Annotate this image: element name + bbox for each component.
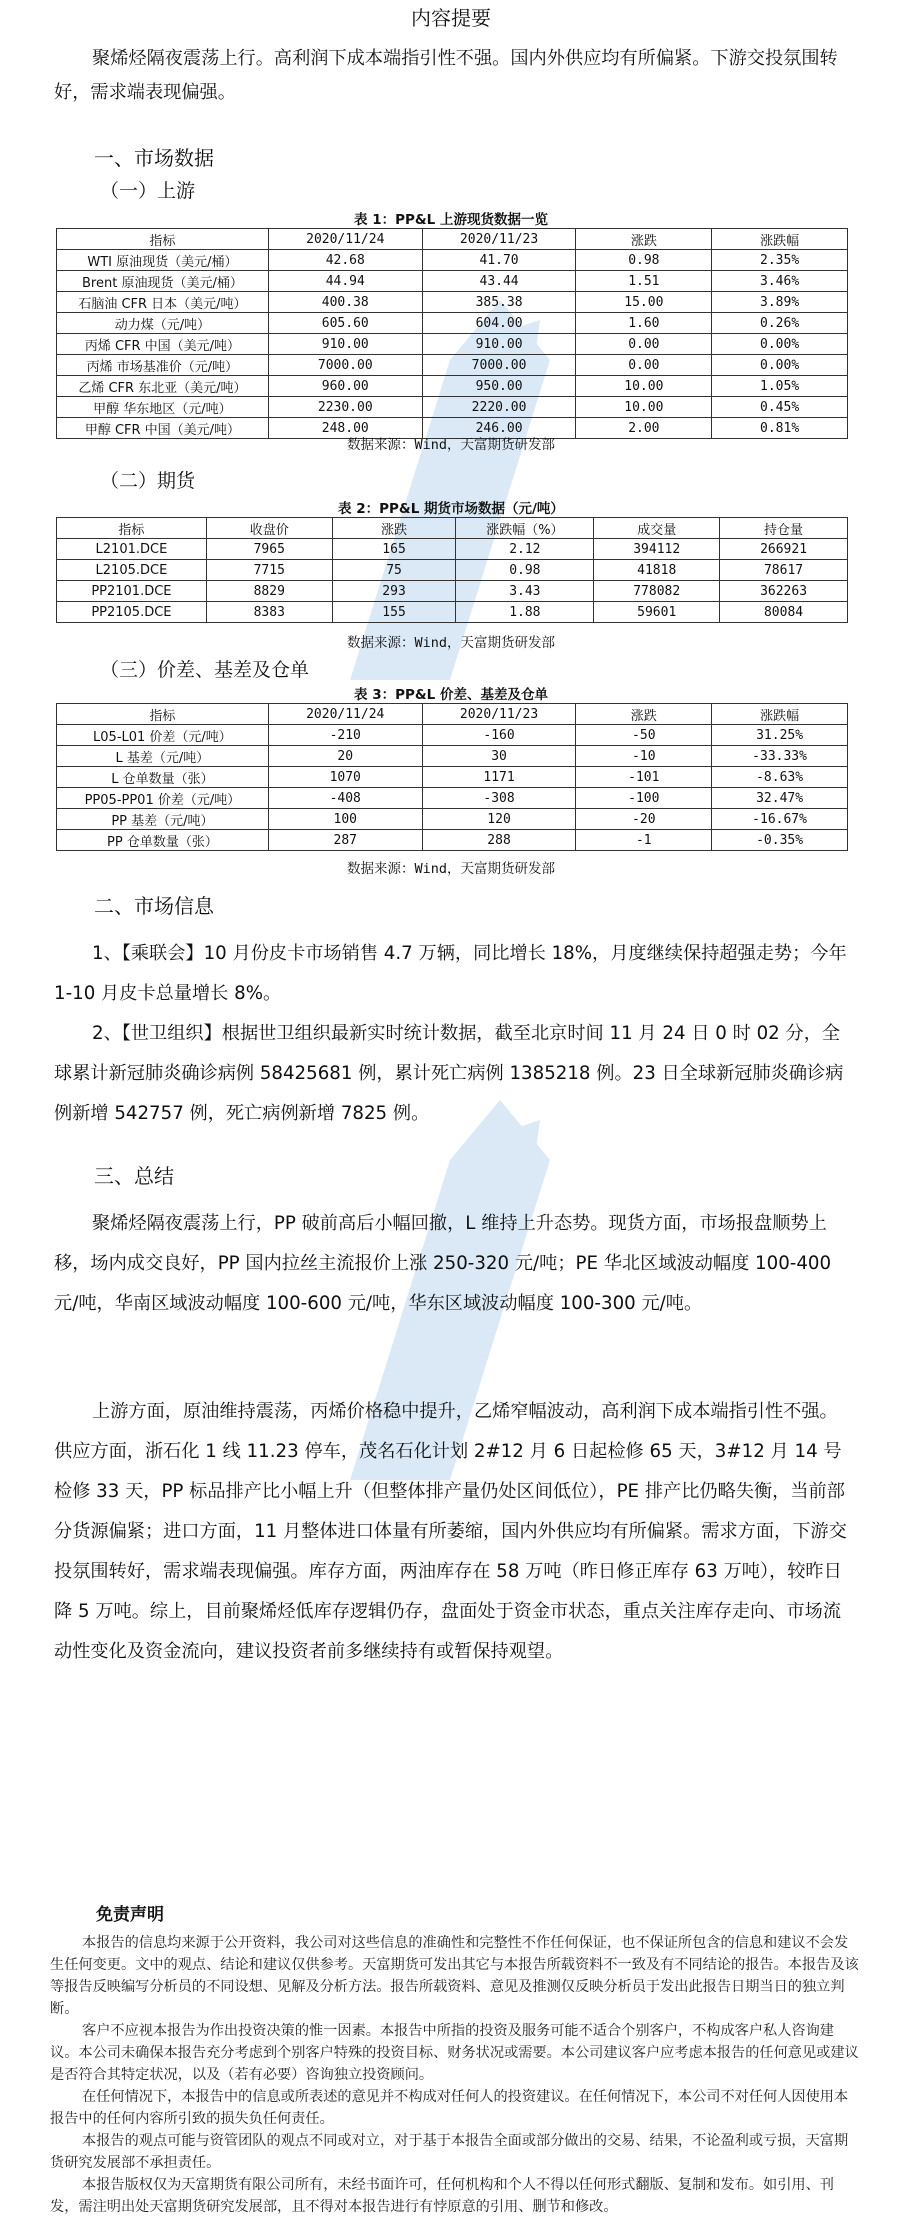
table-cell: 1171 (422, 767, 576, 788)
table-header: 成交量 (594, 518, 720, 539)
table-header: 2020/11/24 (268, 229, 422, 250)
disclaimer-body (50, 1932, 860, 2218)
table-cell: 910.00 (268, 334, 422, 355)
table-header: 指标 (57, 518, 207, 539)
table-cell: 41.70 (422, 250, 576, 271)
summary-paragraph-2: 上游方面，原油维持震荡，丙烯价格稳中提升，乙烯窄幅波动，高利润下成本端指引性不强。供应方面，浙石化 1 线 11.23 停车，茂名石化计划 2#12 月 6 日起检修 65 天，3#12 月 14 号检修 33 天，PP 标品排产比小幅上升（但整体排产量仍处区间低位），PE 排产比仍略失衡，当前部分货源偏紧；进口方面，11 月整体进口体量有所萎缩，国内外供应均有所偏紧。需求方面，下游交投氛围转好，需求端表现偏强。库存方面，两油库存在 58 万吨（昨日修正库存 63 万吨），较昨日降 5 万吨。综上，目前聚烯烃低库存逻辑仍存，盘面处于资金市状态，重点关注库存走向、市场流动性变化及资金流向，建议投资者前多继续持有或暂保持观望。 (54, 1401, 847, 1662)
table-header: 涨跌 (576, 229, 712, 250)
upstream-spot-table (56, 228, 848, 439)
table-cell: -210 (268, 725, 422, 746)
table-row (57, 809, 848, 830)
table-cell: 0.00% (712, 355, 848, 376)
table-header: 涨跌幅（%） (456, 518, 594, 539)
table-cell: L2101.DCE (57, 539, 207, 560)
table-cell: 1070 (268, 767, 422, 788)
table-cell: 394112 (594, 539, 720, 560)
table-cell: 2.00 (576, 418, 712, 439)
table-cell: 2220.00 (422, 397, 576, 418)
table-cell: 0.00% (712, 334, 848, 355)
table-row (57, 560, 848, 581)
table-cell: 42.68 (268, 250, 422, 271)
table-cell: 43.44 (422, 271, 576, 292)
table-header: 收盘价 (206, 518, 332, 539)
table-cell: 7000.00 (268, 355, 422, 376)
disclaimer-paragraph: 客户不应视本报告为作出投资决策的惟一因素。本报告中所指的投资及服务可能不适合个别客户，不构成客户私人咨询建议。本公司未确保本报告充分考虑到个别客户特殊的投资目标、财务状况或需要。本公司建议客户应考虑本报告的任何意见或建议是否符合其特定状况，以及（若有必要）咨询独立投资顾问。 (50, 2023, 859, 2083)
disclaimer-paragraph: 本报告的信息均来源于公开资料，我公司对这些信息的准确性和完整性不作任何保证，也不保证所包含的信息和建议不会发生任何变更。文中的观点、结论和建议仅供参考。天富期货可发出其它与本报告所载资料不一致及有不同结论的报告。本报告及该等报告反映编写分析员的不同设想、见解及分析方法。报告所载资料、意见及推测仅反映分析员于发出此报告日期当日的独立判断。 (50, 1935, 859, 2017)
table-cell: -308 (422, 788, 576, 809)
table1-source: 数据来源：Wind，天富期货研发部 (346, 437, 555, 453)
table-cell: L 仓单数量（张） (57, 767, 269, 788)
table-cell: 44.94 (268, 271, 422, 292)
table-cell: 20 (268, 746, 422, 767)
disclaimer-title: 免责声明 (96, 1905, 164, 1925)
table-cell: 1.88 (456, 602, 594, 623)
table-cell: 910.00 (422, 334, 576, 355)
table-cell: PP 基差（元/吨） (57, 809, 269, 830)
table-cell: 1.05% (712, 376, 848, 397)
spread-table (56, 703, 848, 851)
spread-heading: （三）价差、基差及仓单 (100, 659, 310, 681)
table-cell: 246.00 (422, 418, 576, 439)
table-cell: 2.35% (712, 250, 848, 271)
table-cell: WTI 原油现货（美元/桶） (57, 250, 269, 271)
table-row (57, 788, 848, 809)
table-cell: 0.81% (712, 418, 848, 439)
table-row (57, 292, 848, 313)
table-cell: L05-L01 价差（元/吨） (57, 725, 269, 746)
table-row (57, 271, 848, 292)
summary-paragraph: 聚烯烃隔夜震荡上行。高利润下成本端指引性不强。国内外供应均有所偏紧。下游交投氛围转好，需求端表现偏强。 (54, 48, 838, 103)
table-cell: 605.60 (268, 313, 422, 334)
table3-source: 数据来源：Wind，天富期货研发部 (346, 861, 555, 877)
table-cell: 7965 (206, 539, 332, 560)
table-cell: 604.00 (422, 313, 576, 334)
table-cell: 3.46% (712, 271, 848, 292)
table-cell: 30 (422, 746, 576, 767)
table-cell: 80084 (720, 602, 848, 623)
table-cell: 248.00 (268, 418, 422, 439)
table-cell: 甲醇 华东地区（元/吨） (57, 397, 269, 418)
table-cell: 甲醇 CFR 中国（美元/吨） (57, 418, 269, 439)
table-row (57, 581, 848, 602)
table-cell: 10.00 (576, 397, 712, 418)
table-cell: -10 (576, 746, 712, 767)
disclaimer-paragraph: 在任何情况下，本报告中的信息或所表述的意见并不构成对任何人的投资建议。在任何情况下，本公司不对任何人因使用本报告中的任何内容所引致的损失负任何责任。 (50, 2089, 849, 2127)
table-row (57, 767, 848, 788)
table-cell: -408 (268, 788, 422, 809)
table-cell: L2105.DCE (57, 560, 207, 581)
table-cell: 3.43 (456, 581, 594, 602)
table-cell: 动力煤（元/吨） (57, 313, 269, 334)
table-cell: -160 (422, 725, 576, 746)
table-row (57, 725, 848, 746)
disclaimer-paragraph: 本报告版权仅为天富期货有限公司所有，未经书面许可，任何机构和个人不得以任何形式翻版、复制和发布。如引用、刊发，需注明出处天富期货研究发展部，且不得对本报告进行有悖原意的引用、删节和修改。 (50, 2177, 834, 2215)
table-row (57, 334, 848, 355)
table-header: 持仓量 (720, 518, 848, 539)
table3-caption: 表 3：PP&L 价差、基差及仓单 (354, 687, 548, 703)
table1-caption: 表 1：PP&L 上游现货数据一览 (354, 212, 548, 228)
table-cell: 100 (268, 809, 422, 830)
table-cell: 41818 (594, 560, 720, 581)
futures-table (56, 517, 848, 623)
upstream-heading: （一）上游 (100, 180, 196, 202)
table-row (57, 250, 848, 271)
table-header-row (57, 229, 848, 250)
table-cell: 266921 (720, 539, 848, 560)
table-cell: PP05-PP01 价差（元/吨） (57, 788, 269, 809)
table-cell: -8.63% (712, 767, 848, 788)
table-cell: 75 (332, 560, 456, 581)
table-cell: -1 (576, 830, 712, 851)
section-market-info-heading: 二、市场信息 (94, 894, 214, 918)
table2-source: 数据来源：Wind，天富期货研发部 (346, 635, 555, 651)
table-cell: -50 (576, 725, 712, 746)
page-title: 内容提要 (411, 6, 491, 30)
table-cell: 0.98 (576, 250, 712, 271)
table-row (57, 539, 848, 560)
table-header: 涨跌 (332, 518, 456, 539)
table-cell: Brent 原油现货（美元/桶） (57, 271, 269, 292)
table-cell: 2230.00 (268, 397, 422, 418)
table-cell: 0.98 (456, 560, 594, 581)
table-cell: 1.60 (576, 313, 712, 334)
table-header: 2020/11/23 (422, 229, 576, 250)
table-cell: PP2105.DCE (57, 602, 207, 623)
table-cell: 乙烯 CFR 东北亚（美元/吨） (57, 376, 269, 397)
table-cell: 165 (332, 539, 456, 560)
table-cell: 0.45% (712, 397, 848, 418)
table-header: 指标 (57, 229, 269, 250)
table-row (57, 397, 848, 418)
table-cell: 1.51 (576, 271, 712, 292)
section-summary-heading: 三、总结 (94, 1164, 174, 1188)
table-cell: 293 (332, 581, 456, 602)
table-row (57, 602, 848, 623)
table-cell: 287 (268, 830, 422, 851)
disclaimer-paragraph: 本报告的观点可能与资管团队的观点不同或对立，对于基于本报告全面或部分做出的交易、结果，不论盈利或亏损，天富期货研究发展部不承担责任。 (50, 2133, 849, 2171)
table-row (57, 830, 848, 851)
table-cell: 丙烯 CFR 中国（美元/吨） (57, 334, 269, 355)
table-header: 涨跌幅 (712, 704, 848, 725)
table-header: 涨跌幅 (712, 229, 848, 250)
table-cell: 3.89% (712, 292, 848, 313)
table-cell: -33.33% (712, 746, 848, 767)
table-cell: 8383 (206, 602, 332, 623)
table-row (57, 313, 848, 334)
table-header: 涨跌 (576, 704, 712, 725)
table-cell: L 基差（元/吨） (57, 746, 269, 767)
table-row (57, 376, 848, 397)
table-cell: 石脑油 CFR 日本（美元/吨） (57, 292, 269, 313)
table-cell: 400.38 (268, 292, 422, 313)
table-cell: 32.47% (712, 788, 848, 809)
table-header-row (57, 704, 848, 725)
table-cell: 778082 (594, 581, 720, 602)
table2-caption: 表 2：PP&L 期货市场数据（元/吨） (338, 501, 564, 517)
table-header: 2020/11/23 (422, 704, 576, 725)
summary-paragraph-1: 聚烯烃隔夜震荡上行，PP 破前高后小幅回撤，L 维持上升态势。现货方面，市场报盘顺势上移，场内成交良好，PP 国内拉丝主流报价上涨 250-320 元/吨；PE 华北区域波动幅度 100-400 元/吨，华南区域波动幅度 100-600 元/吨，华东区域波动幅度 100-300 元/吨。 (54, 1213, 832, 1314)
table-cell: 8829 (206, 581, 332, 602)
table-cell: 59601 (594, 602, 720, 623)
table-header: 指标 (57, 704, 269, 725)
table-cell: 10.00 (576, 376, 712, 397)
table-cell: -0.35% (712, 830, 848, 851)
table-cell: 31.25% (712, 725, 848, 746)
table-cell: 0.00 (576, 334, 712, 355)
market-info-item: 1、【乘联会】10 月份皮卡市场销售 4.7 万辆，同比增长 18%，月度继续保持超强走势；今年 1-10 月皮卡总量增长 8%。 (54, 943, 847, 1004)
table-cell: 155 (332, 602, 456, 623)
table-row (57, 746, 848, 767)
table-cell: 950.00 (422, 376, 576, 397)
table-cell: PP 仓单数量（张） (57, 830, 269, 851)
table-row (57, 355, 848, 376)
table-cell: 78617 (720, 560, 848, 581)
table-cell: 2.12 (456, 539, 594, 560)
table-header: 2020/11/24 (268, 704, 422, 725)
table-cell: 362263 (720, 581, 848, 602)
section-market-data-heading: 一、市场数据 (94, 146, 214, 170)
table-cell: 15.00 (576, 292, 712, 313)
table-cell: -16.67% (712, 809, 848, 830)
table-cell: 385.38 (422, 292, 576, 313)
table-header-row (57, 518, 848, 539)
table-cell: 丙烯 市场基准价（元/吨） (57, 355, 269, 376)
table-cell: -20 (576, 809, 712, 830)
table-cell: 7715 (206, 560, 332, 581)
table-cell: 0.00 (576, 355, 712, 376)
futures-heading: （二）期货 (100, 470, 196, 492)
table-cell: -101 (576, 767, 712, 788)
table-cell: 0.26% (712, 313, 848, 334)
table-cell: 120 (422, 809, 576, 830)
table-cell: 7000.00 (422, 355, 576, 376)
table-cell: -100 (576, 788, 712, 809)
market-info-item: 2、【世卫组织】根据世卫组织最新实时统计数据，截至北京时间 11 月 24 日 0 时 02 分，全球累计新冠肺炎确诊病例 58425681 例，累计死亡病例 1385218 例。23 日全球新冠肺炎确诊病例新增 542757 例，死亡病例新增 7825 例。 (54, 1023, 844, 1124)
table-cell: 288 (422, 830, 576, 851)
table-cell: PP2101.DCE (57, 581, 207, 602)
table-cell: 960.00 (268, 376, 422, 397)
